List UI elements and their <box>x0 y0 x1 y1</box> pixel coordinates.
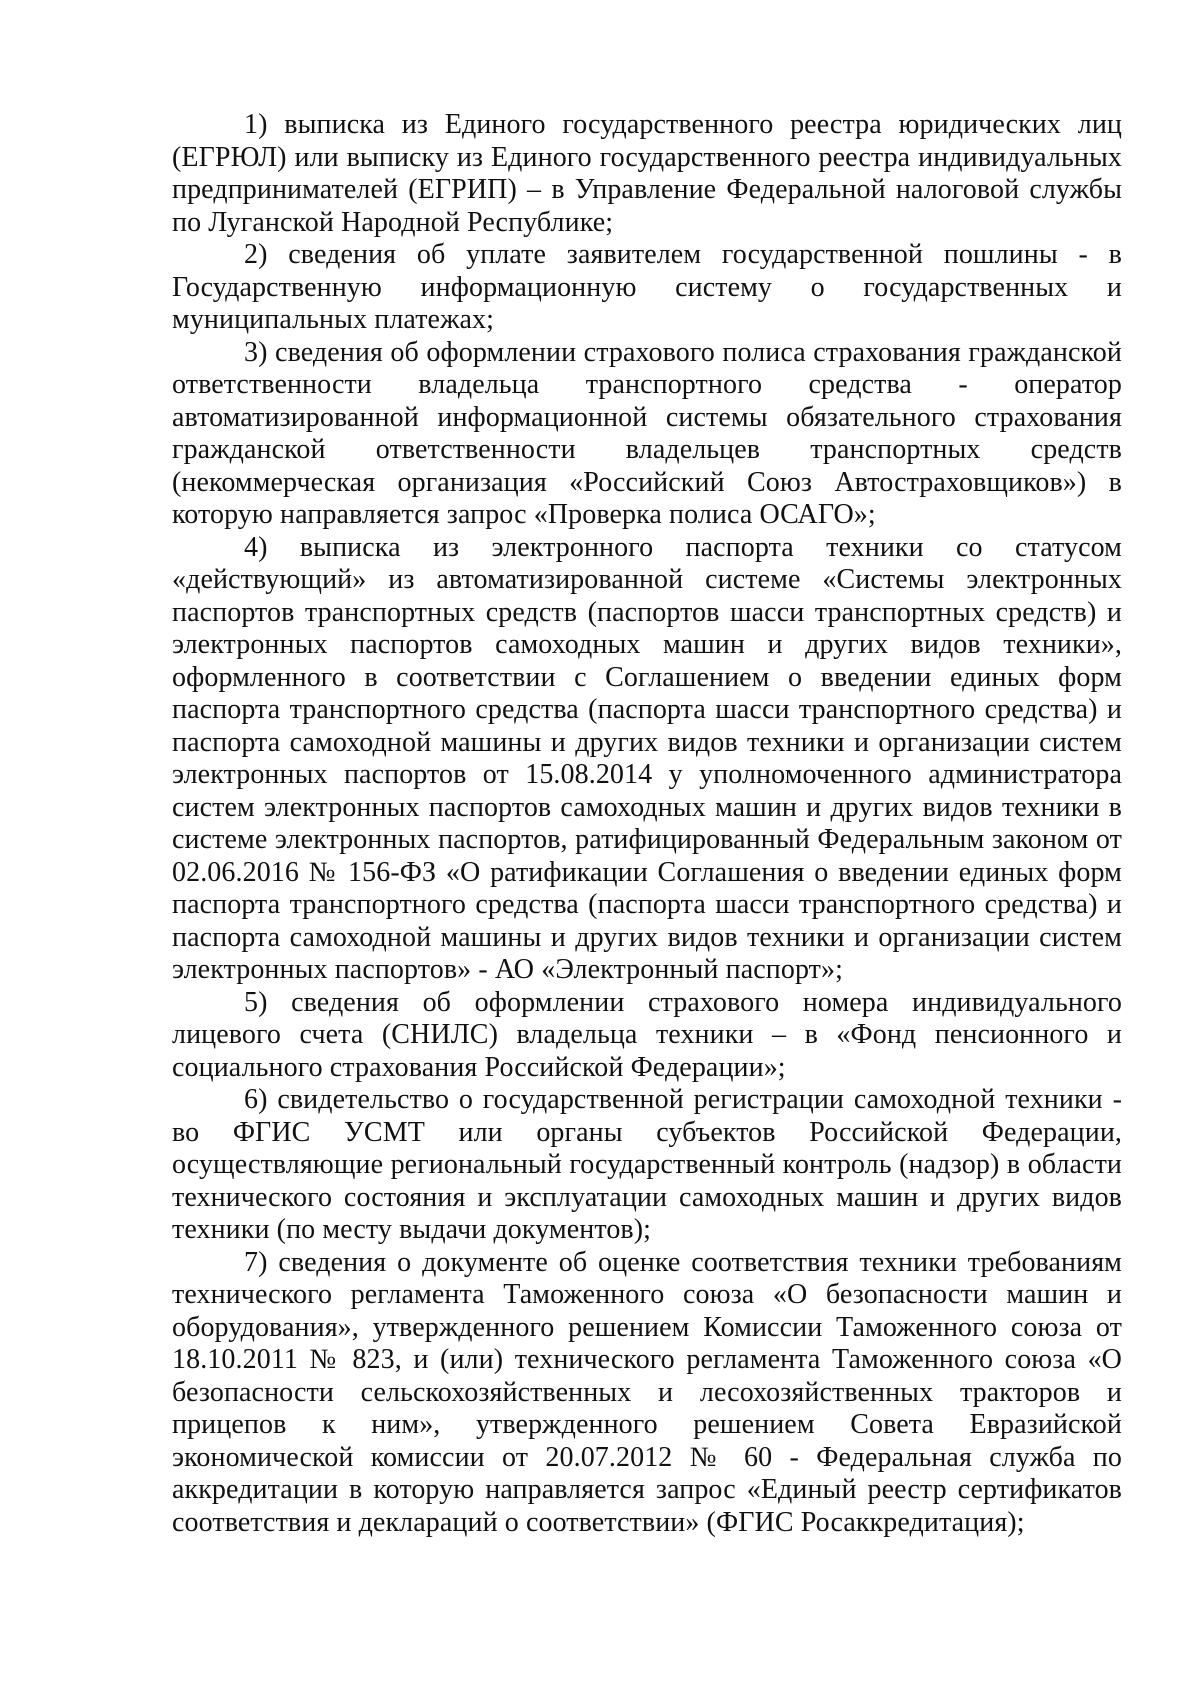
paragraph-item-2: 2) сведения об уплате заявителем государственной пошлины - в Государственную информационную систему о государственных и муниципальных платежах; <box>172 239 1122 335</box>
document-page <box>172 109 1122 1539</box>
paragraph-item-3: 3) сведения об оформлении страхового полиса страхования гражданской ответственности владельца транспортного средства - оператор автоматизированной информационной системы обязательного страхования гражданской ответственности владельцев транспортных средств (некоммерческая организация «Российский Союз Автостраховщиков») в которую направляется запрос «Проверка полиса ОСАГО»; <box>172 336 1122 530</box>
paragraph-item-5: 5) сведения об оформлении страхового номера индивидуального лицевого счета (СНИЛС) владельца техники – в «Фонд пенсионного и социального страхования Российской Федерации»; <box>172 986 1122 1083</box>
paragraph-item-4: 4) выписка из электронного паспорта техники со статусом «действующий» из автоматизированной системе «Системы электронных паспортов транспортных средств (паспортов шасси транспортных средств) и электронных паспортов самоходных машин и других видов техники», оформленного в соответствии с Соглашением о введении единых форм паспорта транспортного средства (паспорта шасси транспортного средства) и паспорта самоходной машины и других видов техники и организации систем электронных паспортов от 15.08.2014 у уполномоченного администратора систем электронных паспортов самоходных машин и других видов техники в системе электронных паспортов, ратифицированный Федеральным законом от 02.06.2016 № 156-ФЗ «О ратификации Соглашения о введении единых форм паспорта транспортного средства (паспорта шасси транспортного средства) и паспорта самоходной машины и других видов техники и организации систем электронных паспортов» - АО «Электронный паспорт»; <box>172 531 1122 985</box>
paragraph-item-1: 1) выписка из Единого государственного реестра юридических лиц (ЕГРЮЛ) или выписку из Единого государственного реестра индивидуальных предпринимателей (ЕГРИП) – в Управление Федеральной налоговой службы по Луганской Народной Республике; <box>172 109 1122 238</box>
paragraph-item-7: 7) сведения о документе об оценке соответствия техники требованиям технического регламента Таможенного союза «О безопасности машин и оборудования», утвержденного решением Комиссии Таможенного союза от 18.10.2011 № 823, и (или) технического регламента Таможенного союза «О безопасности сельскохозяйственных и лесохозяйственных тракторов и прицепов к ним», утвержденного решением Совета Евразийской экономической комиссии от 20.07.2012 № 60 - Федеральная служба по аккредитации в которую направляется запрос «Единый реестр сертификатов соответствия и деклараций о соответствии» (ФГИС Росаккредитация); <box>172 1246 1122 1538</box>
paragraph-item-6: 6) свидетельство о государственной регистрации самоходной техники - во ФГИС УСМТ или органы субъектов Российской Федерации, осуществляющие региональный государственный контроль (надзор) в области технического состояния и эксплуатации самоходных машин и других видов техники (по месту выдачи документов); <box>172 1084 1122 1245</box>
